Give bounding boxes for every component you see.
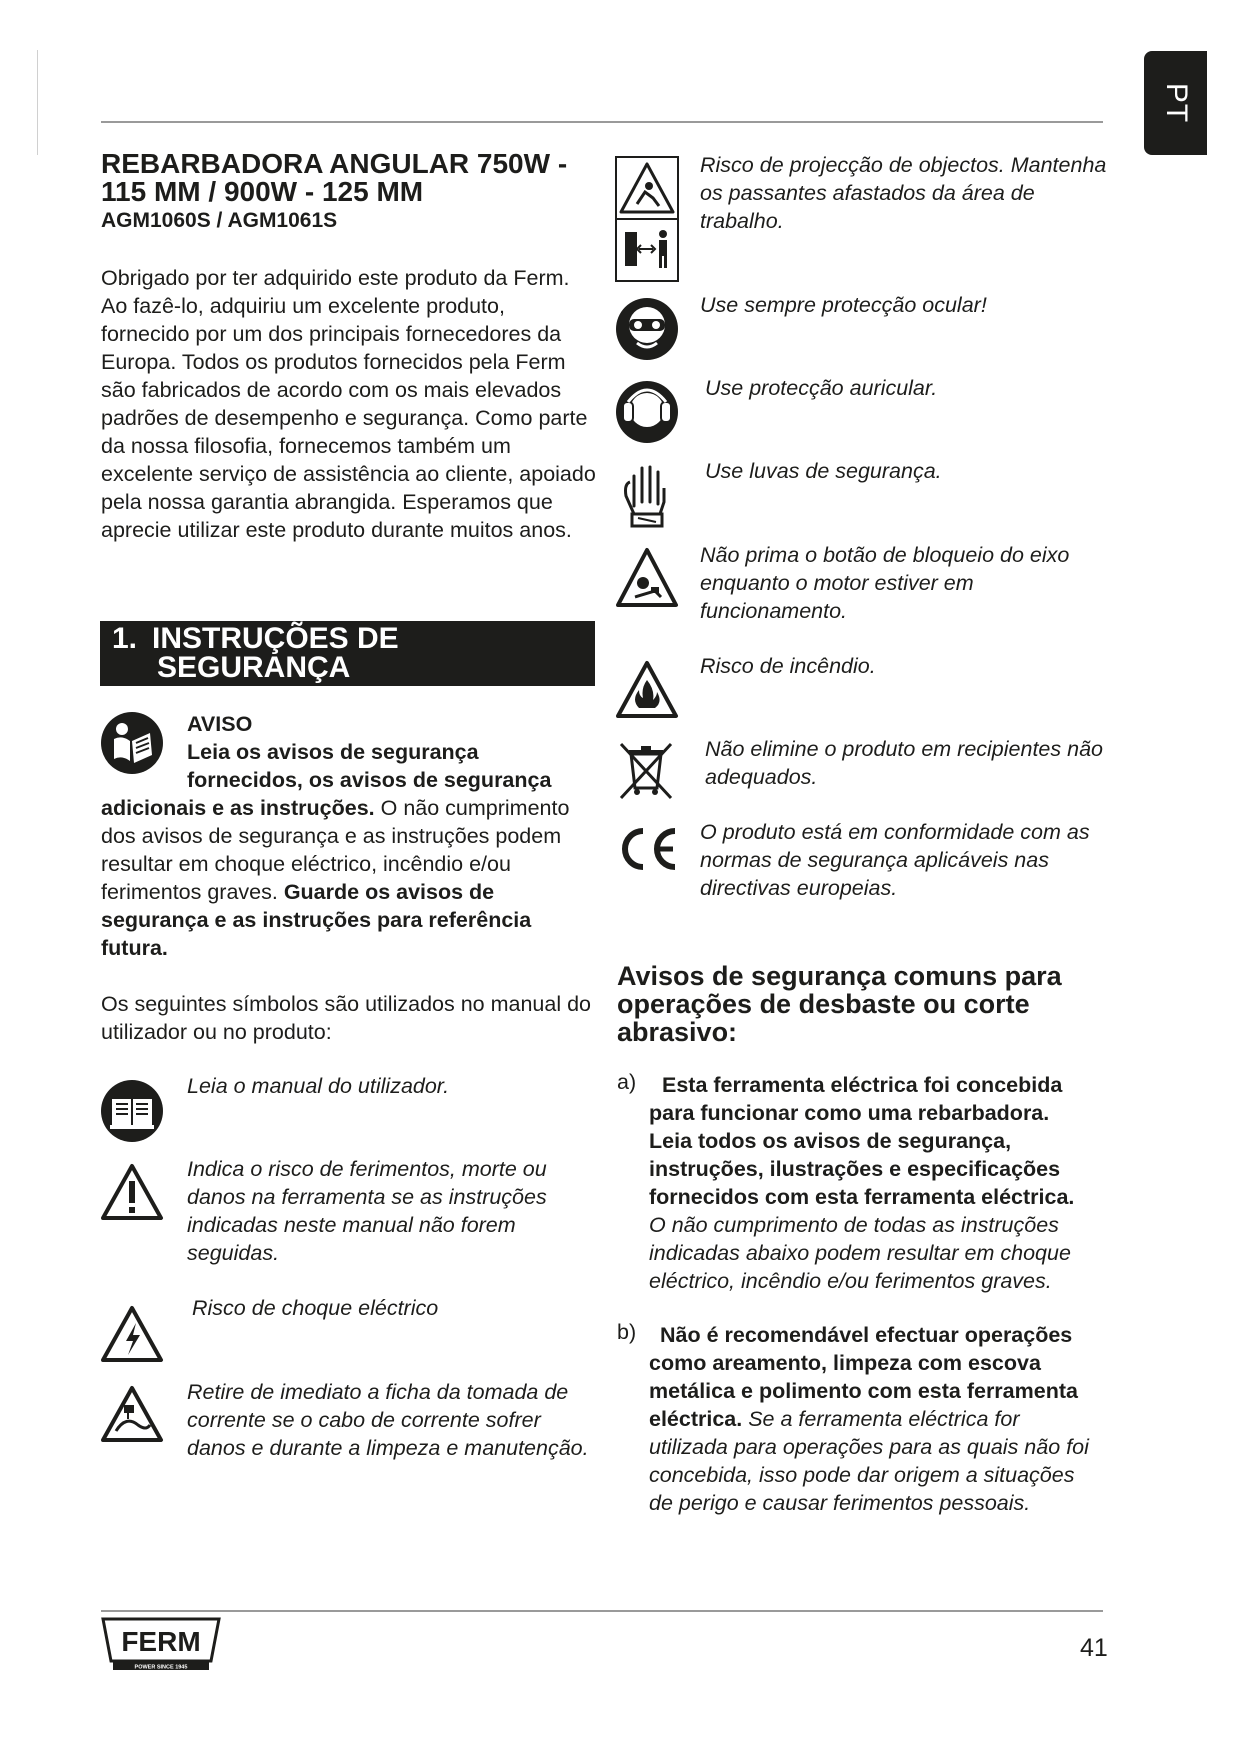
ferm-logo-tagline: POWER SINCE 1945 bbox=[134, 1664, 188, 1671]
ferm-logo bbox=[101, 1617, 221, 1671]
read-manual-warning-icon bbox=[100, 711, 164, 775]
language-tab-label: PT bbox=[1159, 82, 1193, 124]
warning-label: AVISO bbox=[187, 712, 253, 736]
warning-bold-line-3: adicionais e as instruções. bbox=[101, 796, 375, 820]
warning-body bbox=[101, 794, 596, 962]
unplug-cable-icon bbox=[100, 1385, 164, 1443]
symbol-text-unplug: Retire de imediato a ficha da tomada de corrente se o cabo de corrente sofrer danos e durante a limpeza e manutenção. bbox=[187, 1380, 589, 1460]
symbol-text-flying-objects: Risco de projecção de objectos. Mantenha os passantes afastados da área de trabalho. bbox=[700, 153, 1107, 233]
item-b-bold: Não é recomendável efectuar operações como areamento, limpeza com escova metálica e polimento com esta ferramenta eléctrica. bbox=[649, 1323, 1078, 1431]
warning-heading bbox=[187, 710, 607, 794]
item-b-letter: b) bbox=[617, 1320, 637, 1344]
spindle-lock-warning-icon bbox=[615, 547, 679, 609]
symbol-text-ce: O produto está em conformidade com as normas de segurança aplicáveis nas directivas europeias. bbox=[700, 820, 1090, 900]
symbol-text-bin: Não elimine o produto em recipientes não adequados. bbox=[705, 737, 1103, 789]
symbol-text-fire: Risco de incêndio. bbox=[700, 654, 876, 678]
ferm-logo-text: FERM bbox=[121, 1626, 201, 1657]
common-warnings-heading: Avisos de segurança comuns para operações de desbaste ou corte abrasivo: bbox=[617, 961, 1062, 1047]
bottom-rule bbox=[101, 1610, 1103, 1612]
symbol-text-spindle-lock: Não prima o botão de bloqueio do eixo enquanto o motor estiver em funcionamento. bbox=[700, 543, 1070, 623]
symbol-text-ear: Use protecção auricular. bbox=[705, 376, 938, 400]
symbol-text-shock: Risco de choque eléctrico bbox=[192, 1296, 439, 1320]
warning-exclamation-icon bbox=[100, 1163, 164, 1221]
title-line-1: REBARBADORA ANGULAR 750W - bbox=[101, 148, 568, 179]
item-b-italic: Se a ferramenta eléctrica for utilizada para operações para as quais não foi concebida, isso pode dar origem a situações de perigo e causar ferimentos pessoais. bbox=[649, 1407, 1089, 1515]
section-title-line-2: SEGURANÇA bbox=[157, 651, 351, 684]
flying-objects-icon bbox=[615, 156, 679, 282]
intro-paragraph: Obrigado por ter adquirido este produto da Ferm. Ao fazê-lo, adquiriu um excelente produto, fornecido por um dos principais fornecedores da Europa. Todos os produtos fornecidos pela Ferm são fabricados de acordo com os mais elevados padrões de desempenho e segurança. Como parte da nossa filosofia, fornecemos também um excelente serviço de assistência ao cliente, apoiado pela nossa garantia abrangida. Esperamos que aprecie utilizar este produto durante muitos anos. bbox=[101, 266, 596, 542]
page-number: 41 bbox=[1080, 1634, 1108, 1662]
electric-shock-icon bbox=[100, 1305, 164, 1363]
item-a-letter: a) bbox=[617, 1070, 637, 1094]
fire-risk-icon bbox=[615, 660, 679, 720]
item-a-text bbox=[649, 1071, 1094, 1295]
page-title bbox=[101, 150, 581, 206]
safety-gloves-icon bbox=[620, 462, 672, 528]
section-number: 1. bbox=[112, 622, 138, 655]
symbol-text-eye: Use sempre protecção ocular! bbox=[700, 293, 987, 317]
warning-bold-line-2: fornecidos, os avisos de segurança bbox=[187, 768, 552, 792]
symbol-text-warning: Indica o risco de ferimentos, morte ou danos na ferramenta se as instruções indicadas neste manual não forem seguidas. bbox=[187, 1157, 547, 1265]
ear-protection-icon bbox=[615, 380, 679, 444]
model-numbers: AGM1060S / AGM1061S bbox=[101, 209, 338, 232]
language-tab bbox=[1144, 51, 1207, 155]
warning-text: O não cumprimento dos avisos de segurança e as instruções podem resultar em choque eléctrico, incêndio e/ou ferimentos graves. bbox=[101, 796, 570, 904]
symbols-intro: Os seguintes símbolos são utilizados no manual do utilizador ou no produto: bbox=[101, 992, 591, 1044]
symbol-text-manual: Leia o manual do utilizador. bbox=[187, 1074, 450, 1098]
top-rule bbox=[101, 121, 1103, 123]
item-b-text bbox=[649, 1321, 1099, 1517]
item-a-italic: O não cumprimento de todas as instruções indicadas abaixo podem resultar em choque eléctrico, incêndio e/ou ferimentos graves. bbox=[649, 1213, 1071, 1293]
margin-line bbox=[37, 50, 38, 155]
ce-mark-icon bbox=[615, 825, 679, 873]
section-title-line-1: INSTRUÇÕES DE bbox=[152, 622, 399, 655]
title-line-2: 115 MM / 900W - 125 MM bbox=[101, 176, 424, 207]
crossed-bin-icon bbox=[617, 740, 675, 800]
item-a-bold: Esta ferramenta eléctrica foi concebida para funcionar como uma rebarbadora. Leia todos os avisos de segurança, instruções, ilustrações e especificações fornecidos com esta ferramenta eléctrica. bbox=[649, 1073, 1075, 1209]
manual-book-icon bbox=[100, 1079, 164, 1143]
symbol-text-gloves: Use luvas de segurança. bbox=[705, 459, 942, 483]
warning-keep-instructions: Guarde os avisos de segurança e as instruções para referência futura. bbox=[101, 880, 532, 960]
warning-bold-line-1: Leia os avisos de segurança bbox=[187, 740, 479, 764]
eye-protection-icon bbox=[615, 297, 679, 361]
section-header bbox=[100, 621, 595, 686]
